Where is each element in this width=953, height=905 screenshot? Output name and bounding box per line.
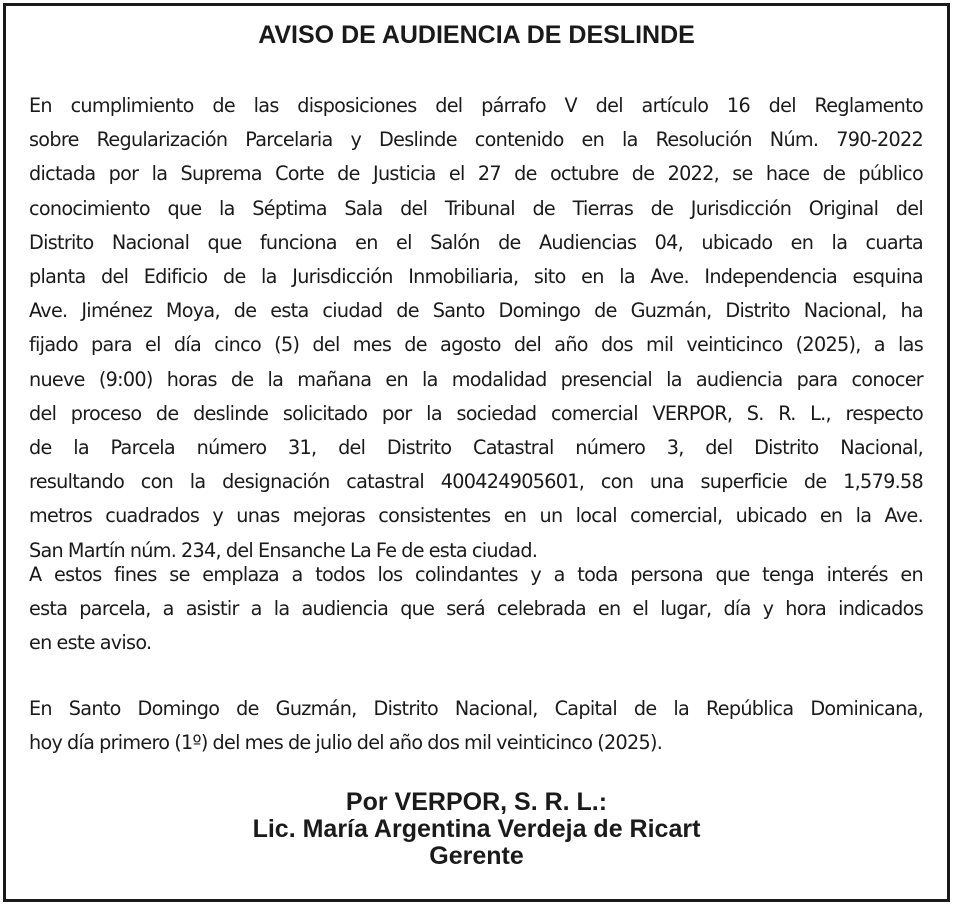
text-line: resultando con la designación catastral 400424905601, con una superficie de 1,579.58 xyxy=(29,470,923,494)
text-line: en este aviso. xyxy=(29,631,152,655)
text-line: En Santo Domingo de Guzmán, Distrito Nacional, Capital de la República Dominicana, xyxy=(29,697,923,720)
text-line: dictada por la Suprema Corte de Justicia el 27 de octubre de 2022, se hace de público xyxy=(29,162,923,186)
text-line: sobre Regularización Parcelaria y Deslinde contenido en la Resolución Núm. 790-2022 xyxy=(29,128,923,152)
text-line: A estos fines se emplaza a todos los colindantes y a toda persona que tenga interés en xyxy=(29,563,923,586)
text-line: En cumplimiento de las disposiciones del párrafo V del artículo 16 del Reglamento xyxy=(29,94,923,117)
signature-company: Por VERPOR, S. R. L.: xyxy=(345,788,608,816)
paragraph-place-date xyxy=(29,692,923,760)
text-line: conocimiento que la Séptima Sala del Tribunal de Tierras de Jurisdicción Original del xyxy=(29,196,923,220)
paragraph-summons xyxy=(29,558,923,661)
text-line: fijado para el día cinco (5) del mes de agosto del año dos mil veinticinco (2025), a las xyxy=(29,333,923,357)
notice-title: AVISO DE AUDIENCIA DE DESLINDE xyxy=(258,21,695,49)
text-line: de la Parcela número 31, del Distrito Catastral número 3, del Distrito Nacional, xyxy=(29,436,923,460)
text-line: metros cuadrados y unas mejoras consistentes en un local comercial, ubicado en la Ave. xyxy=(29,504,923,528)
text-line: nueve (9:00) horas de la mañana en la modalidad presencial la audiencia para conocer xyxy=(29,367,923,391)
paragraph-hearing-details xyxy=(29,89,923,568)
text-line: Ave. Jiménez Moya, de esta ciudad de Santo Domingo de Guzmán, Distrito Nacional, ha xyxy=(29,299,923,323)
legal-notice xyxy=(3,3,950,902)
text-line: del proceso de deslinde solicitado por la sociedad comercial VERPOR, S. R. L., respecto xyxy=(29,401,923,425)
signature-block xyxy=(6,789,947,870)
text-line: hoy día primero (1º) del mes de julio del año dos mil veinticinco (2025). xyxy=(29,731,663,755)
text-line: Distrito Nacional que funciona en el Salón de Audiencias 04, ubicado en la cuarta xyxy=(29,230,923,254)
text-line: esta parcela, a asistir a la audiencia que será celebrada en el lugar, día y hora indicados xyxy=(29,597,923,621)
text-line: planta del Edificio de la Jurisdicción Inmobiliaria, sito en la Ave. Independencia esquina xyxy=(29,265,923,289)
signature-name: Lic. María Argentina Verdeja de Ricart xyxy=(252,815,701,843)
signature-role: Gerente xyxy=(429,842,524,870)
text-line: San Martín núm. 234, del Ensanche La Fe de esta ciudad. xyxy=(29,538,538,562)
